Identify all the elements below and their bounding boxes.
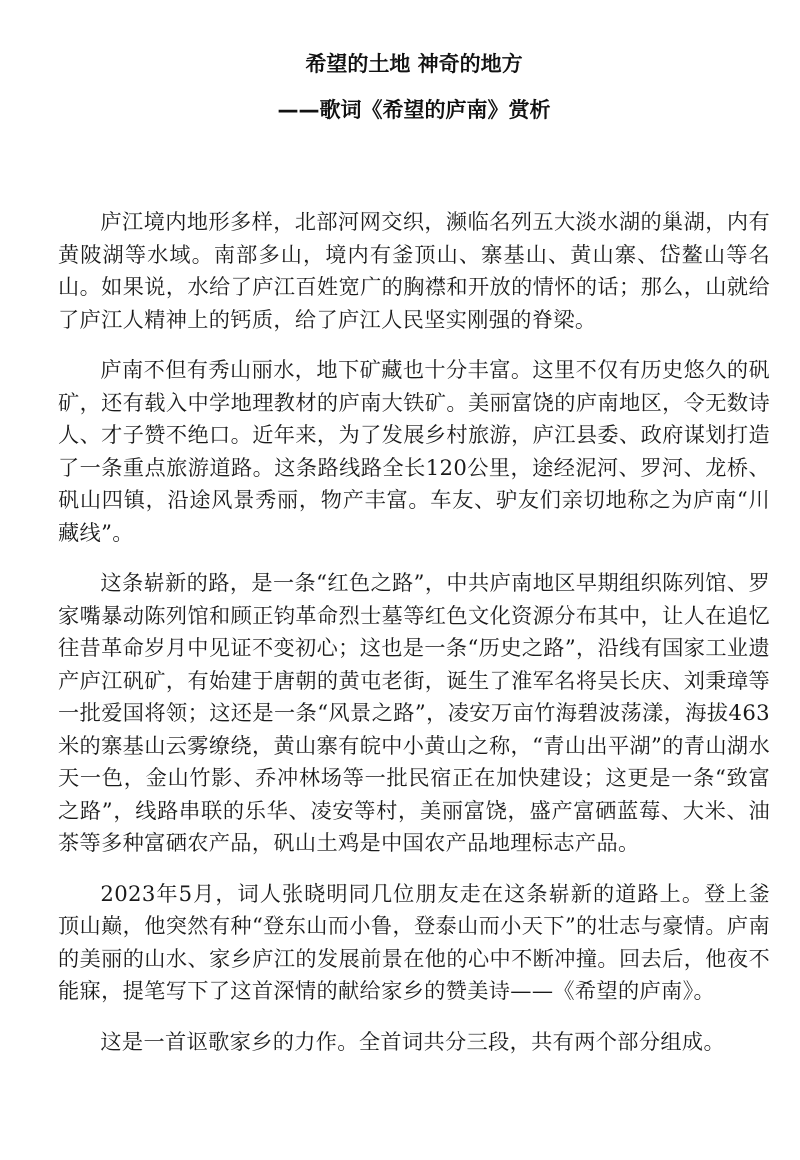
- paragraph-3: 这条崭新的路，是一条“红色之路”，中共庐南地区早期组织陈列馆、罗家嘴暴动陈列馆和顾正钧革命烈士墓等红色文化资源分布其中，让人在追忆往昔革命岁月中见证不变初心；这也是一条“历史之路”，沿线有国家工业遗产庐江矾矿，有始建于唐朝的黄屯老街，诞生了淮军名将吴长庆、刘秉璋等一批爱国将领；这还是一条“风景之路”，凌安万亩竹海碧波荡漾，海拔463米的寨基山云雾缭绕，黄山寨有皖中小黄山之称，“青山出平湖”的青山湖水天一色，金山竹影、乔冲林场等一批民宿正在加快建设；这更是一条“致富之路”，线路串联的乐华、凌安等村，美丽富饶，盛产富硒蓝莓、大米、油茶等多种富硒农产品，矾山土鸡是中国农产品地理标志产品。: [58, 570, 770, 855]
- paragraph-4: 2023年5月，词人张晓明同几位朋友走在这条崭新的道路上。登上釜顶山巅，他突然有种“登东山而小鲁，登泰山而小天下”的壮志与豪情。庐南的美丽的山水、家乡庐江的发展前景在他的心中不断冲撞。回去后，他夜不能寐，提笔写下了这首深情的献给家乡的赞美诗——《希望的庐南》。: [58, 880, 770, 1003]
- paragraph-1: 庐江境内地形多样，北部河网交织，濒临名列五大淡水湖的巢湖，内有黄陂湖等水域。南部多山，境内有釜顶山、寨基山、黄山寨、岱鳌山等名山。如果说，水给了庐江百姓宽广的胸襟和开放的情怀的话；那么，山就给了庐江人精神上的钙质，给了庐江人民坚实刚强的脊梁。: [58, 209, 770, 332]
- article-body: [58, 206, 770, 1058]
- paragraph-5: 这是一首讴歌家乡的力作。全首词共分三段，共有两个部分组成。: [100, 1028, 725, 1054]
- document-page: [58, 40, 770, 1076]
- article-subtitle: ——歌词《希望的庐南》赏析: [277, 98, 551, 122]
- paragraph-2: 庐南不但有秀山丽水，地下矿藏也十分丰富。这里不仅有历史悠久的矾矿，还有载入中学地理教材的庐南大铁矿。美丽富饶的庐南地区，令无数诗人、才子赞不绝口。近年来，为了发展乡村旅游，庐江县委、政府谋划打造了一条重点旅游道路。这条路线路全长120公里，途经泥河、罗河、龙桥、矾山四镇，沿途风景秀丽，物产丰富。车友、驴友们亲切地称之为庐南“川藏线”。: [58, 357, 770, 545]
- article-title: 希望的土地 神奇的地方: [305, 52, 523, 76]
